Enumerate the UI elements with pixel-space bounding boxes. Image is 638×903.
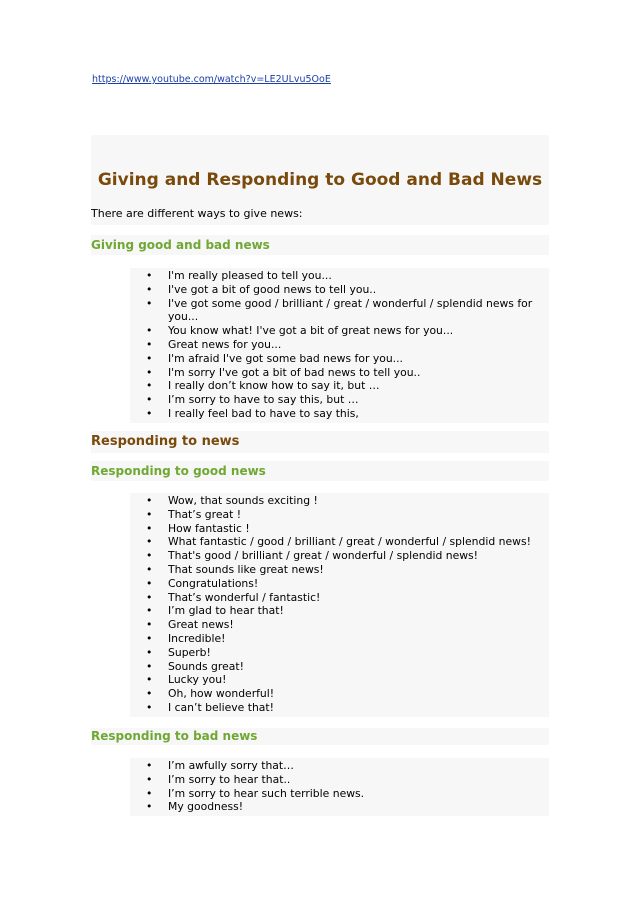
bullet-icon: • xyxy=(146,562,153,576)
list-item xyxy=(130,393,549,407)
heading-responding-bad: Responding to bad news xyxy=(91,728,549,745)
bullet-icon: • xyxy=(146,282,153,296)
list-item xyxy=(130,297,549,325)
list-item-text: Great news for you... xyxy=(168,337,282,351)
bullet-icon: • xyxy=(146,324,153,338)
bullet-icon: • xyxy=(146,604,153,618)
list-item-text: I'm afraid I've got some bad news for you... xyxy=(168,351,403,365)
bullet-icon: • xyxy=(146,269,153,282)
bullet-icon: • xyxy=(146,337,153,351)
youtube-link[interactable]: https://www.youtube.com/watch?v=LE2ULvu5OoE xyxy=(92,74,331,85)
bullet-icon: • xyxy=(146,549,153,563)
heading-giving-news: Giving good and bad news xyxy=(91,235,549,255)
list-item xyxy=(130,591,549,605)
list-item-text: I’m sorry to have to say this, but … xyxy=(168,393,359,407)
list-item xyxy=(130,563,549,577)
bullet-icon: • xyxy=(146,590,153,604)
list-item xyxy=(130,687,549,701)
list-item-text: I've got some good / brilliant / great / wonderful / splendid news for you... xyxy=(168,296,533,324)
list-responding-good xyxy=(130,493,549,717)
bullet-icon: • xyxy=(146,772,153,786)
bullet-icon: • xyxy=(146,521,153,535)
bullet-icon: • xyxy=(146,494,153,507)
list-item-text: I'm really pleased to tell you... xyxy=(168,269,332,282)
list-item-text: I’m sorry to hear that.. xyxy=(168,772,291,786)
bullet-icon: • xyxy=(146,365,153,379)
list-item xyxy=(130,604,549,618)
list-item-text: Congratulations! xyxy=(168,576,259,590)
list-item-text: I’m glad to hear that! xyxy=(168,604,284,618)
list-item xyxy=(130,787,549,801)
bullet-icon: • xyxy=(146,631,153,645)
list-item-text: Oh, how wonderful! xyxy=(168,687,275,701)
bullet-icon: • xyxy=(146,673,153,687)
bullet-icon: • xyxy=(146,687,153,701)
bullet-icon: • xyxy=(146,645,153,659)
list-item-text: That’s wonderful / fantastic! xyxy=(168,590,321,604)
list-giving-news xyxy=(130,268,549,423)
bullet-icon: • xyxy=(146,296,153,310)
bullet-icon: • xyxy=(146,507,153,521)
list-item xyxy=(130,577,549,591)
intro-text: There are different ways to give news: xyxy=(91,203,549,225)
list-item-text: Sounds great! xyxy=(168,659,244,673)
list-item xyxy=(130,407,549,421)
list-item xyxy=(130,701,549,715)
bullet-icon: • xyxy=(146,618,153,632)
list-item-text: I'm sorry I've got a bit of bad news to tell you.. xyxy=(168,365,421,379)
bullet-icon: • xyxy=(146,700,153,714)
bullet-icon: • xyxy=(146,406,153,420)
list-item xyxy=(130,494,549,508)
heading-responding-good: Responding to good news xyxy=(91,461,549,481)
bullet-icon: • xyxy=(146,351,153,365)
list-item xyxy=(130,632,549,646)
list-item xyxy=(130,283,549,297)
list-item xyxy=(130,773,549,787)
list-item xyxy=(130,535,549,549)
list-item-text: You know what! I've got a bit of great news for you... xyxy=(168,324,454,338)
bullet-icon: • xyxy=(146,786,153,800)
page-title: Giving and Responding to Good and Bad News xyxy=(97,170,543,190)
list-item-text: That sounds like great news! xyxy=(168,562,324,576)
bullet-icon: • xyxy=(146,659,153,673)
list-item-text: Lucky you! xyxy=(168,673,227,687)
list-item-text: I've got a bit of good news to tell you.. xyxy=(168,282,377,296)
list-item xyxy=(130,352,549,366)
list-item xyxy=(130,508,549,522)
bullet-icon: • xyxy=(146,393,153,407)
list-item-text: I really don’t know how to say it, but … xyxy=(168,379,380,393)
bullet-icon: • xyxy=(146,759,153,772)
list-item-text: What fantastic / good / brilliant / great / wonderful / splendid news! xyxy=(168,535,531,549)
title-band xyxy=(91,135,549,203)
bullet-icon: • xyxy=(146,379,153,393)
list-item-text: I can’t believe that! xyxy=(168,700,274,714)
list-item xyxy=(130,324,549,338)
list-item-text: Great news! xyxy=(168,618,234,632)
list-item-text: I’m sorry to hear such terrible news. xyxy=(168,786,365,800)
list-item xyxy=(130,549,549,563)
list-item-text: I really feel bad to have to say this, xyxy=(168,406,359,420)
list-item xyxy=(130,646,549,660)
list-item xyxy=(130,338,549,352)
list-item-text: My goodness! xyxy=(168,800,244,814)
list-item-text: Wow, that sounds exciting ! xyxy=(168,494,318,507)
list-item-text: Incredible! xyxy=(168,631,226,645)
list-item-text: Superb! xyxy=(168,645,211,659)
list-item xyxy=(130,379,549,393)
bullet-icon: • xyxy=(146,576,153,590)
list-item-text: I’m awfully sorry that… xyxy=(168,759,294,772)
list-item xyxy=(130,800,549,814)
list-item xyxy=(130,759,549,773)
list-item-text: That's good / brilliant / great / wonderful / splendid news! xyxy=(168,549,478,563)
list-item xyxy=(130,660,549,674)
list-responding-bad xyxy=(130,758,549,816)
list-item xyxy=(130,522,549,536)
list-item xyxy=(130,618,549,632)
heading-responding-news: Responding to news xyxy=(91,431,549,453)
bullet-icon: • xyxy=(146,535,153,549)
list-item-text: That’s great ! xyxy=(168,507,242,521)
bullet-icon: • xyxy=(146,800,153,814)
list-item xyxy=(130,269,549,283)
list-item xyxy=(130,673,549,687)
list-item xyxy=(130,366,549,380)
list-item-text: How fantastic ! xyxy=(168,521,250,535)
